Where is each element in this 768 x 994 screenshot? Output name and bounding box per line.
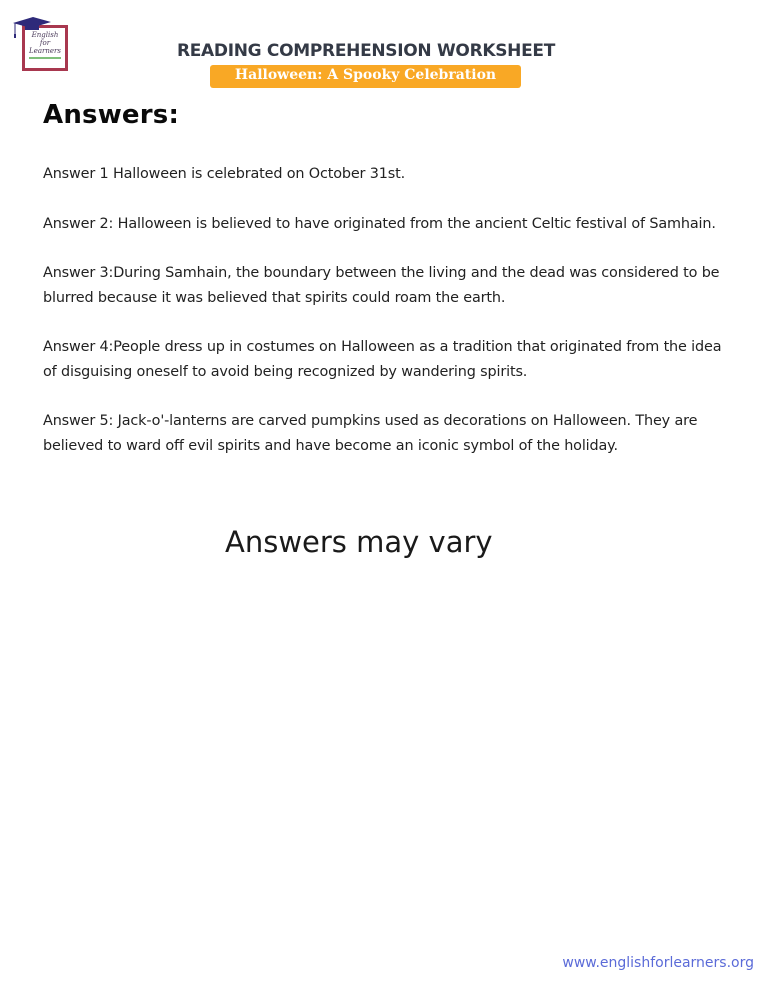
answers-list — [43, 162, 733, 483]
logo-line-3: Learners — [29, 47, 61, 55]
answer-4: Answer 4:People dress up in costumes on Halloween as a tradition that originated from the idea of disguising oneself to avoid being recognized by wandering spirits. — [43, 339, 722, 380]
worksheet-subtitle: Halloween: A Spooky Celebration — [210, 65, 521, 88]
worksheet-title: READING COMPREHENSION WORKSHEET — [176, 41, 556, 61]
answer-1: Answer 1 Halloween is celebrated on October 31st. — [43, 166, 406, 182]
logo-line-2: for — [39, 39, 51, 47]
logo-line-1: English — [31, 31, 59, 39]
answers-heading: Answers: — [43, 100, 180, 130]
answer-3: Answer 3:During Samhain, the boundary between the living and the dead was considered to be blurred because it was believed that spirits could roam the earth. — [43, 265, 720, 306]
footer-website-link[interactable]: www.englishforlearners.org — [562, 955, 754, 971]
answers-may-vary-note: Answers may vary — [225, 525, 493, 559]
answer-5: Answer 5: Jack-o'-lanterns are carved pumpkins used as decorations on Halloween. They are believed to ward off evil spirits and have become an iconic symbol of the holiday. — [43, 413, 698, 454]
answer-2: Answer 2: Halloween is believed to have originated from the ancient Celtic festival of Samhain. — [43, 215, 716, 232]
